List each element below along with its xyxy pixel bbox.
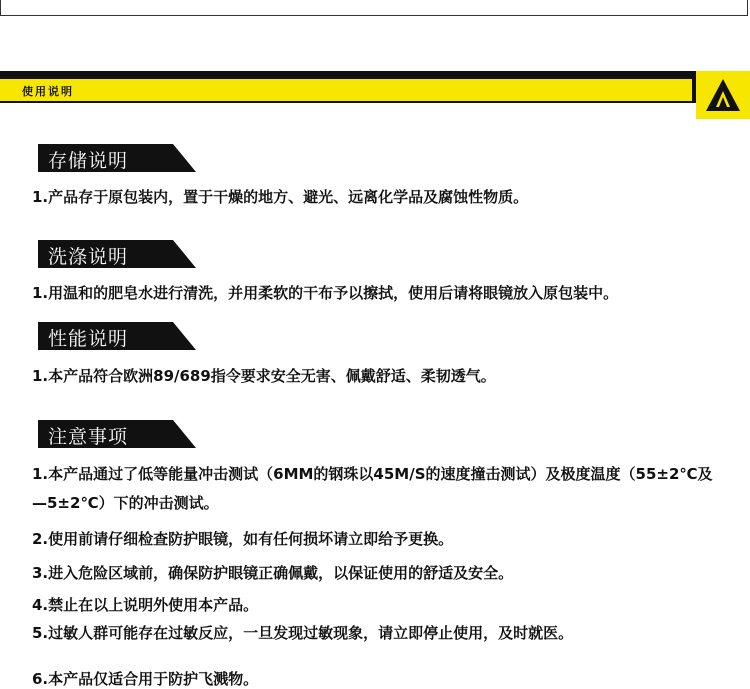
section-title-storage bbox=[38, 144, 196, 172]
washing-item-1: 1.用温和的肥皂水进行清洗，并用柔软的干布予以擦拭，使用后请将眼镜放入原包装中。 bbox=[32, 284, 619, 302]
cut-off-item bbox=[32, 664, 732, 688]
notes-item-4: 4.禁止在以上说明外使用本产品。 bbox=[32, 596, 259, 614]
logo-box bbox=[696, 71, 750, 119]
notes-item-2: 2.使用前请仔细检查防护眼镜，如有任何损坏请立即给予更换。 bbox=[32, 530, 454, 548]
section-title-text: 洗涤说明 bbox=[48, 246, 129, 268]
usage-banner bbox=[0, 71, 750, 119]
triangle-logo-icon bbox=[704, 77, 742, 113]
section-title-text: 性能说明 bbox=[48, 328, 129, 350]
top-frame bbox=[0, 0, 748, 16]
section-title-performance bbox=[38, 322, 196, 350]
section-title-text: 存储说明 bbox=[48, 150, 129, 172]
banner-top-stripe bbox=[0, 71, 750, 79]
performance-item-1: 1.本产品符合欧洲89/689指令要求安全无害、佩戴舒适、柔韧透气。 bbox=[32, 367, 496, 385]
banner-label: 使用说明 bbox=[22, 85, 74, 98]
notes-item-1: 1.本产品通过了低等能量冲击测试（6MM的钢珠以45M/S的速度撞击测试）及极度温度（55±2℃及—5±2℃）下的冲击测试。 bbox=[32, 465, 713, 512]
storage-item-1: 1.产品存于原包装内，置于干燥的地方、避光、远离化学品及腐蚀性物质。 bbox=[32, 188, 529, 206]
notes-item-3: 3.进入危险区域前，确保防护眼镜正确佩戴，以保证使用的舒适及安全。 bbox=[32, 564, 514, 582]
section-title-washing bbox=[38, 240, 196, 268]
section-title-notes bbox=[38, 420, 196, 448]
notes-item-5: 5.过敏人群可能存在过敏反应，一旦发现过敏现象，请立即停止使用，及时就医。 bbox=[32, 624, 574, 642]
cut-off-text: 6.本产品仅适合用于防护飞溅物。 bbox=[32, 670, 259, 688]
section-title-text: 注意事项 bbox=[48, 426, 129, 448]
banner-bar bbox=[0, 79, 692, 103]
